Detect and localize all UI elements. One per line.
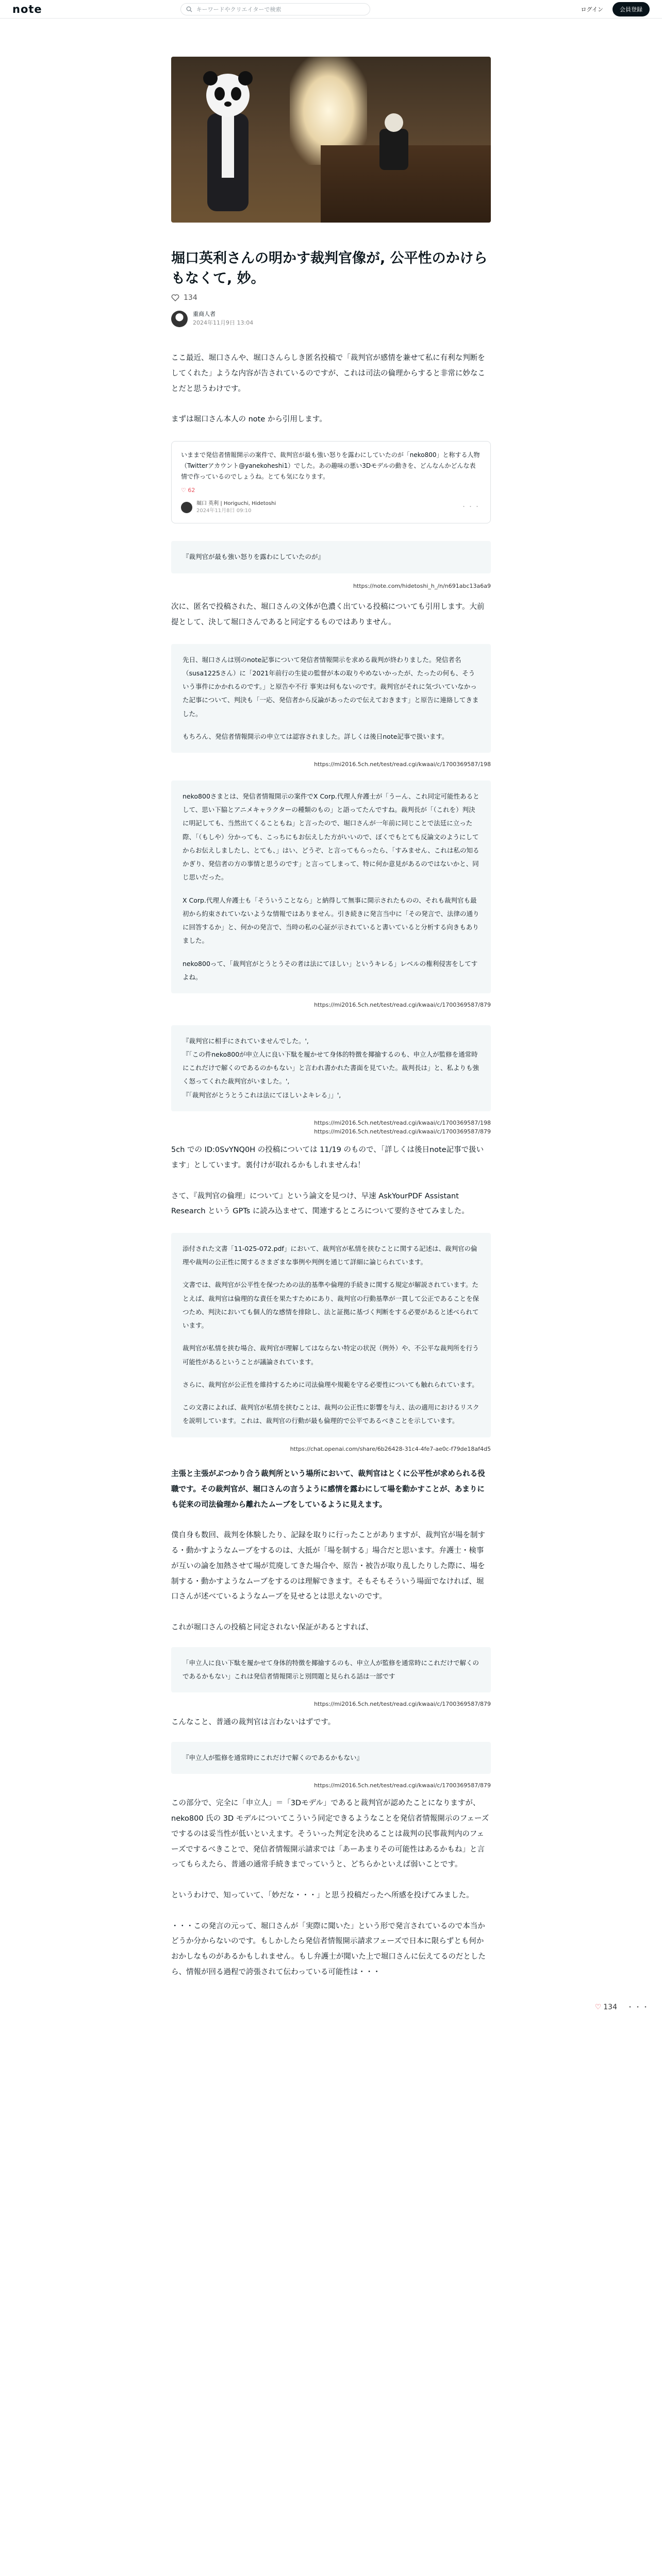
judge-illustration [373,108,415,170]
like-count: 134 [184,294,197,302]
bold-paragraph: 主張と主張がぶつかり合う裁判所という場所において、裁判官はとくに公平性が求められる役職です。その裁判官が、堀口さんの言うように感情を露わにして場を動かすことが、あまりにも従来の司法倫理から離れたムーブをしているように見えます。 [171,1470,485,1509]
blockquote [171,541,491,573]
citation-link[interactable]: https://mi2016.5ch.net/test/read.cgi/kwaai/c/1700369587/198 [314,1119,491,1126]
paragraph: ・・・この発言の元って、堀口さんが「実際に聞いた」という形で発言されているので本当かどうか分からないのです。もしかしたら発信者情報開示請求フェーズで日本に限らずとも何かおかしなものがあるかもしれません。もし弁護士が聞いた上で堀口さんに伝えてるのだとしたら、情報が回る過程で誇張されて伝わっている可能性は・・・ [171,1922,486,1976]
author-name[interactable]: 重商人者 [193,311,216,318]
blockquote [171,644,491,753]
more-icon[interactable]: ・・・ [461,503,481,511]
quote-text: 『「この件neko800が申立人に良い下駄を履かせて身体的特徴を揶揄するのも、申立人が監修を通常時にこれだけで解くのであるのかもない」と言われ書かれた書面を見ていた。裁判長は」と、私よりも強く怒ってくれた裁判官がいました。', [183,1050,479,1086]
heart-icon[interactable]: ♡ [594,2003,602,2011]
paragraph: こんなこと、普通の裁判官は言わないはずです。 [171,1718,336,1726]
signup-button[interactable]: 会員登録 [613,2,650,16]
search-icon [186,6,192,12]
blockquote [171,1647,491,1693]
embed-author: 堀口 英利 | Horiguchi, Hidetoshi [196,501,276,507]
quote-text: X Corp.代理人弁護士も「そういうことなら」と納得して無事に開示されたものの、それも裁判官も最初から約束されていないような情報ではありません。引き続きに発言当中に「その発言で、法律の通りに回答するか」と、何かの発言で、当時の私の心証が示されていると書いていると分析する向きもありました。 [183,896,479,945]
paragraph: というわけで、知っていて、「妙だな・・・」と思う投稿だったへ所感を投げてみました。 [171,1891,474,1900]
blockquote [171,1742,491,1774]
embed-text: いままで発信者情報開示の案件で、裁判官が最も強い怒りを露わにしていたのが「neko800」と称する人物（Twitterアカウント@yanekoheshi1）でした。あの趣味の悪い3Dモデルの動きを、どんなんかどんな表情で作っているのでしょうね。とても気になります。 [181,451,480,481]
blockquote [171,1025,491,1111]
citation-link[interactable]: https://note.com/hidetoshi_h_/n/n691abc13a6a9 [353,582,491,589]
quote-text: さらに、裁判官が公正性を維持するために司法倫理や規範を守る必要性についても触れられています。 [183,1380,478,1388]
quote-text: 『申立人が監修を通常時にこれだけで解くのであるかもない』 [183,1753,363,1761]
paragraph: これが堀口さんの投稿と同定されない保証があるとすれば、 [171,1623,373,1632]
citation-link[interactable]: https://mi2016.5ch.net/test/read.cgi/kwaai/c/1700369587/198 [314,761,491,768]
search-placeholder: キーワードやクリエイターで検索 [196,6,282,13]
citation-link[interactable]: https://mi2016.5ch.net/test/read.cgi/kwaai/c/1700369587/879 [314,1782,491,1789]
embed-date: 2024年11月8日 09:10 [196,508,252,514]
citation-link[interactable]: https://mi2016.5ch.net/test/read.cgi/kwaai/c/1700369587/879 [314,1701,491,1708]
floating-actions [595,2002,650,2012]
quote-text: 『「裁判官がとうとうこれは法にてほしいよキレる」」', [183,1091,341,1099]
paragraph: 5ch での ID:0SvYNQ0H の投稿については 11/19 のもので、「詳しくは後日note記事で扱います」としています。裏付けが取れるかもしれませんね！ [171,1146,484,1170]
author-block[interactable] [171,310,491,327]
author-avatar[interactable] [171,311,188,327]
paragraph: さて、『裁判官の倫理」について』という論文を見つけ、早速 AskYourPDF Assistant Research という GPTs に読み込ませて、関連するところについて要約させてみました。 [171,1192,469,1216]
post-date: 2024年11月9日 13:04 [193,319,254,326]
quote-text: 添付された文書「11-025-072.pdf」において、裁判官が私情を挟むことに関する記述は、裁判官の倫理や裁判の公正性に関するさまざまな事例や判例を通じて詳細に論じられています。 [183,1244,477,1266]
side-like-count: 134 [603,2003,617,2011]
quote-text: 「申立人に良い下駄を履かせて身体的特徴を揶揄するのも、申立人が監修を通常時にこれだけで解くのであるかもない」これは発信者情報開示と別問題と見られる話は一部です [183,1658,479,1680]
quote-text: neko800って、「裁判官がとうとうその者は法にてほしい」というキレる」レベルの権利侵害をしてすよね。 [183,959,478,981]
paragraph: ここ最近、堀口さんや、堀口さんらしき匿名投稿で「裁判官が感情を兼せて私に有利な判断をしてくれた」ような内容が告されているのですが、これは司法の倫理からすると非常に妙なことだと思うわけです。 [171,354,485,393]
paragraph: 次に、匿名で投稿された、堀口さんの文体が色濃く出ている投稿についても引用します。大前提として、決して堀口さんであると同定するものではありません。 [171,603,485,626]
quote-text: 先日、堀口さんは別のnote記事について発信者情報開示を求める裁判が終わりました。発信者名（susa1225さん）に「2021年前行の生徒の監督が本の取りやめないかったが、たったの何も、そういう事件にかかれるのです。」と原告や不行 事実は何もないのです。裁判官がそれに気づいていなかった記事について、判決も「一応、発信者から反論があったので伝えておきます」と原告に連絡してきました。 [183,655,479,718]
quote-text: 『裁判官が最も強い怒りを露わにしていたのが』 [183,553,325,561]
more-icon[interactable]: ・・・ [626,2004,650,2012]
paragraph: この部分で、完全に「申立人」＝「3Dモデル」であると裁判官が認めたことになりますが、neko800 氏の 3D モデルについてこういう同定できるようなことを発信者情報開示のフェーズでするのは妥当性が低いといえます。そういった判定を決めることは裁判の民事裁判内のフェーズでするべきことで、発信者情報開示請求では「あーあまりその可能性はあるかもね」と言ってもらえたら、普通の通常手続きまでっていうと、どちらかといえば弱いことです。 [171,1799,489,1869]
embed-avatar [181,502,192,513]
blockquote [171,1233,491,1437]
blockquote [171,781,491,993]
citation-link[interactable]: https://mi2016.5ch.net/test/read.cgi/kwaai/c/1700369587/879 [314,1128,491,1136]
note-logo[interactable]: note [12,3,42,15]
article-title: 堀口英利さんの明かす裁判官像が, 公平性のかけらもなくて, 妙。 [171,250,488,287]
quote-text: 裁判官が私情を挟む場合、裁判官が理解してはならない特定の状況（例外）や、不公平な裁判所を行う可能性があるということが議論されています。 [183,1344,479,1366]
article [171,57,491,1980]
quote-text: この文書によれば、裁判官が私情を挟むことは、裁判の公正性に影響を与え、法の適用におけるリスクを説明しています。これは、裁判官の行動が最も倫理的で公平であるべきことを示しています。 [183,1403,479,1425]
heart-icon[interactable] [171,294,179,302]
site-header [0,0,662,19]
quote-text: もちろん、発信者情報開示の申立ては認容されました。詳しくは後日note記事で扱います。 [183,732,449,740]
login-button[interactable]: ログイン [581,6,603,13]
embedded-note-card[interactable] [171,441,491,523]
like-row[interactable] [171,294,491,302]
search-box[interactable] [180,3,370,15]
paragraph: まずは堀口さん本人の note から引用します。 [171,415,327,424]
panda-illustration [187,67,269,222]
quote-text: neko800さまとは、発信者情報開示の案件でX Corp.代理人弁護士が「うーん、これ同定可能性あるとして、思い下脇とアニメキャラクターの種類のもの」と語ってたんですね。裁判長が「（これを）判決に明記しても、当然出てくることもね」と言ったので、堀口さんが一年前に同じことで法廷に立った際、「（もしや）分かっても、こっちにもお伝えした方がいいので、ぼくでもとても反論文のようにしてからお伝えしましたし、とても、」はい、どうぞ、と言ってもらったら、「すみません、これは私の知るかぎり、発信者の方の事情と思うのです」と言ってしまって、特に何か意見があるのではないかと、同じ思いだった。 [183,792,479,882]
embed-like: ♡ 62 [181,487,195,494]
citation-link[interactable]: https://chat.openai.com/share/6b26428-31c4-4fe7-ae0c-f79de18af4d5 [290,1445,491,1452]
quote-text: 『裁判官に相手にされていませんでした。', [183,1037,309,1045]
citation-link[interactable]: https://mi2016.5ch.net/test/read.cgi/kwaai/c/1700369587/879 [314,1002,491,1009]
quote-text: 文書では、裁判官が公平性を保つための法的基準や倫理的手続きに関する規定が解説されています。たとえば、裁判官は倫理的な責任を果たすためにあり、裁判官の行動基準が一貫して公正であることを保つため、判決においても個人的な感情を排除し、法と証拠に基づく判断をする必要があると述べられています。 [183,1281,479,1330]
hero-image [171,57,491,223]
paragraph: 僕自身も数回、裁判を体験したり、記録を取りに行ったことがありますが、裁判官が場を制する・動かすようなムーブをするのは、大抵が「場を制する」場合だと思います。弁護士・検事が互いの論を加熱させて場が荒廃してきた場合や、原告・被告が取り乱したりした際に、場を制する・動かすようなムーブをするのは理解できます。そもそもそういう場面でなければ、堀口さんが述べているようなムーブを見せるとは思えないのです。 [171,1531,485,1601]
